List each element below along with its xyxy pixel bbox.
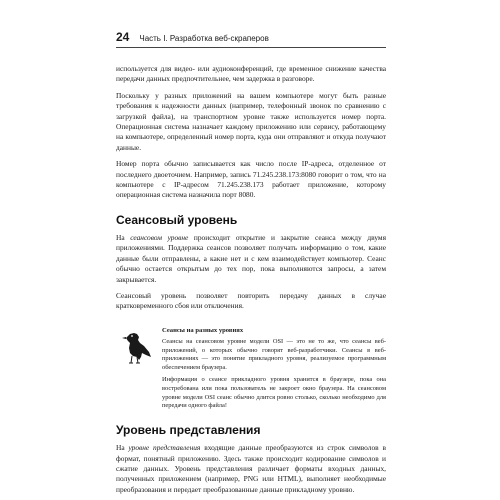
body-text	[116, 64, 386, 201]
paragraph-3: Номер порта обычно записывается как число после IP-адреса, отделенное от последнего двоеточием. Например, запись 71.245.238.173:8080 говорит о том, что на компьютере с IP-адресом 71.245.238.173 работает приложение, которому операционная система назначила порт 8080.	[116, 159, 386, 200]
session-term: сеансовом уровне	[130, 232, 189, 242]
note-box	[116, 326, 386, 411]
raven-icon	[120, 326, 154, 366]
note-title: Сеансы на разных уровнях	[162, 326, 244, 334]
header-rule	[116, 47, 386, 48]
session-layer-heading: Сеансовый уровень	[116, 212, 238, 227]
paragraph-2: Поскольку у разных приложений на вашем компьютере могут быть разные требования к надежности данных (например, телефонный звонок по сравнению с загрузкой файла), на транспортном уровне также используется номер порта. Операционная система назначает каждому приложению или сервису, работающему на компьютере, определенный номер порта, куда они отправляют и откуда получают данные.	[116, 90, 386, 152]
paragraph-1: используется для видео- или аудиоконференций, где временное снижение качества передачи данных предпочтительнее, чем задержка в разговоре.	[116, 64, 386, 84]
session-paragraph-1: На сеансовом уровне происходит открытие и закрытие сеанса между двумя приложениями. Поддержка сеансов позволяет получать информацию о том, какие данные были отправлены, а какие нет и с кем взаимодействует компьютер. Сеанс обычно остается открытым до тех пор, пока выполняются запросы, а затем закрывается.	[116, 232, 387, 284]
page-number: 24	[116, 30, 130, 44]
note-content	[162, 326, 386, 411]
running-head: Часть I. Разработка веб-скраперов	[139, 34, 269, 43]
note-paragraph-1: Сеансы на сеансовом уровне модели OSI — это не то же, что сеансы веб-приложений, о которых обычно говорят веб-разработчики. Сеансы в веб-приложениях — это понятие прикладного уровня, реализуемое программным обеспечением браузера.	[162, 337, 386, 372]
presentation-layer-heading: Уровень представления	[116, 423, 261, 438]
presentation-paragraph: На уровне представления входящие данные преобразуются из строк символов в формат, понятный приложению. Здесь также происходит кодирование символов и сжатие данных. Уровень представления различает форматы входных данных, полученных приложением (например, PNG или HTML), выполняет необходимые преобразования и передает преобразованные данные прикладному уровню.	[116, 443, 386, 494]
presentation-term: уровне представления	[128, 443, 201, 453]
note-paragraph-2: Информация о сеансе прикладного уровня хранится в браузере, пока она востребована или пока пользователь не закроет окно браузера. На сеансовом уровне модели OSI сеанс обычно длится ровно столько, сколько необходимо для передачи одного файла!	[162, 375, 386, 410]
session-paragraph-2: Сеансовый уровень позволяет повторить передачу данных в случае кратковременного сбоя или отключения.	[116, 290, 386, 311]
book-page	[116, 30, 386, 495]
page-header	[116, 30, 386, 44]
